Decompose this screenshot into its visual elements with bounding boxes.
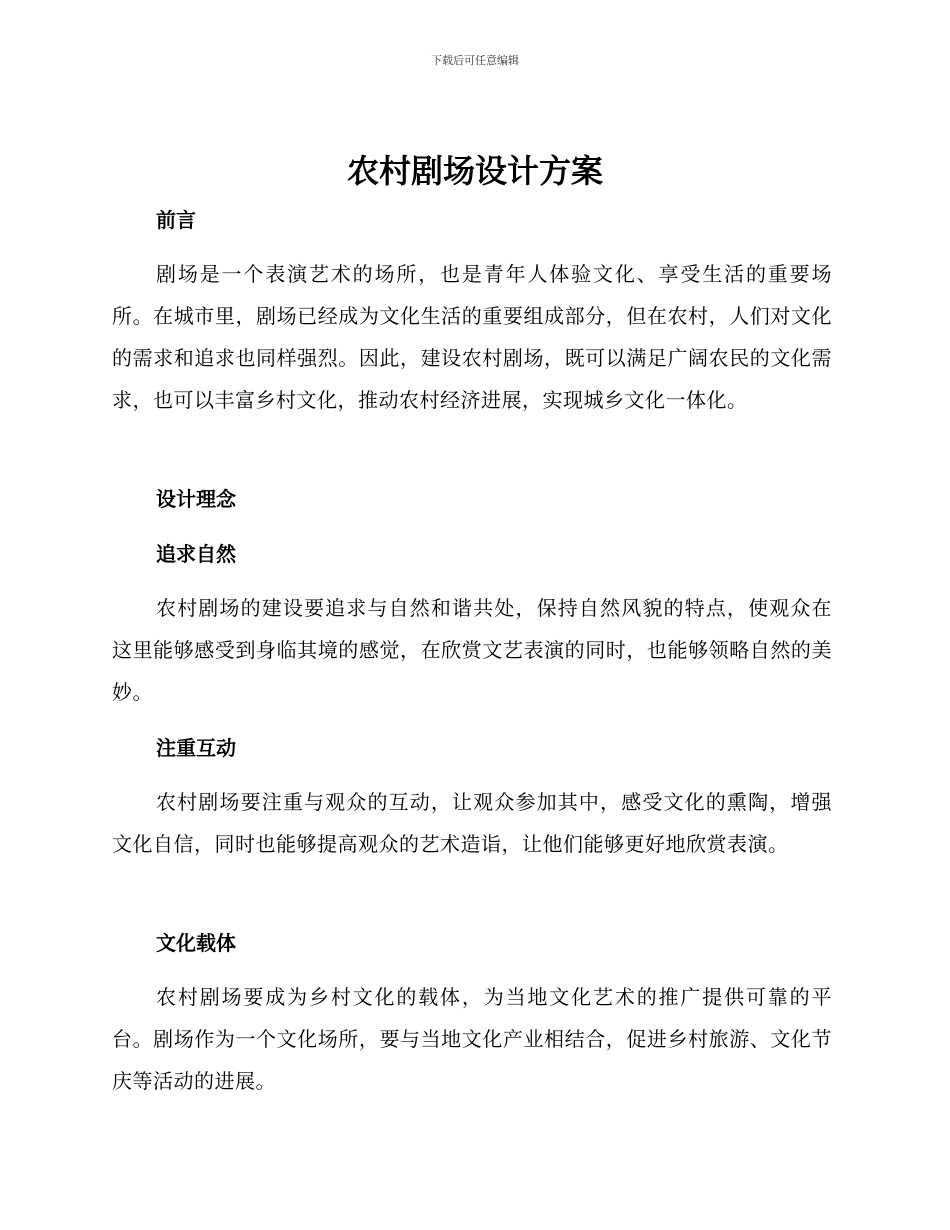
heading-interaction-block <box>112 733 832 763</box>
heading-preface: 前言 <box>156 208 196 232</box>
heading-design-concept: 设计理念 <box>156 487 236 511</box>
document-title: 农村剧场设计方案 <box>346 152 603 190</box>
paragraph-preface: 剧场是一个表演艺术的场所，也是青年人体验文化、享受生活的重要场所。在城市里，剧场已经成为文化生活的重要组成部分，但在农村，人们对文化的需求和追求也同样强烈。因此，建设农村剧场，既可以满足广阔农民的文化需求，也可以丰富乡村文化，推动农村经济进展，实现城乡文化一体化。 <box>112 262 832 412</box>
heading-nature-block <box>112 539 832 569</box>
heading-pursue-nature: 追求自然 <box>156 542 236 566</box>
header-note: 下载后可任意编辑 <box>431 54 519 67</box>
nature-paragraph-block <box>112 587 832 713</box>
heading-concept-block <box>112 484 832 514</box>
paragraph-focus-interaction: 农村剧场要注重与观众的互动，让观众参加其中，感受文化的熏陶，增强文化自信，同时也能够提高观众的艺术造诣，让他们能够更好地欣赏表演。 <box>112 790 832 856</box>
preface-paragraph-block <box>112 253 832 421</box>
heading-cultural-carrier: 文化载体 <box>156 931 236 955</box>
heading-carrier-block <box>112 928 832 958</box>
paragraph-cultural-carrier: 农村剧场要成为乡村文化的载体，为当地文化艺术的推广提供可靠的平台。剧场作为一个文化场所，要与当地文化产业相结合，促进乡村旅游、文化节庆等活动的进展。 <box>112 985 832 1093</box>
carrier-paragraph-block <box>112 976 832 1102</box>
paragraph-pursue-nature: 农村剧场的建设要追求与自然和谐共处，保持自然风貌的特点，使观众在这里能够感受到身临其境的感觉，在欣赏文艺表演的同时，也能够领略自然的美妙。 <box>112 596 832 704</box>
heading-preface-block <box>112 205 832 235</box>
heading-focus-interaction: 注重互动 <box>156 736 236 760</box>
interaction-paragraph-block <box>112 781 832 865</box>
